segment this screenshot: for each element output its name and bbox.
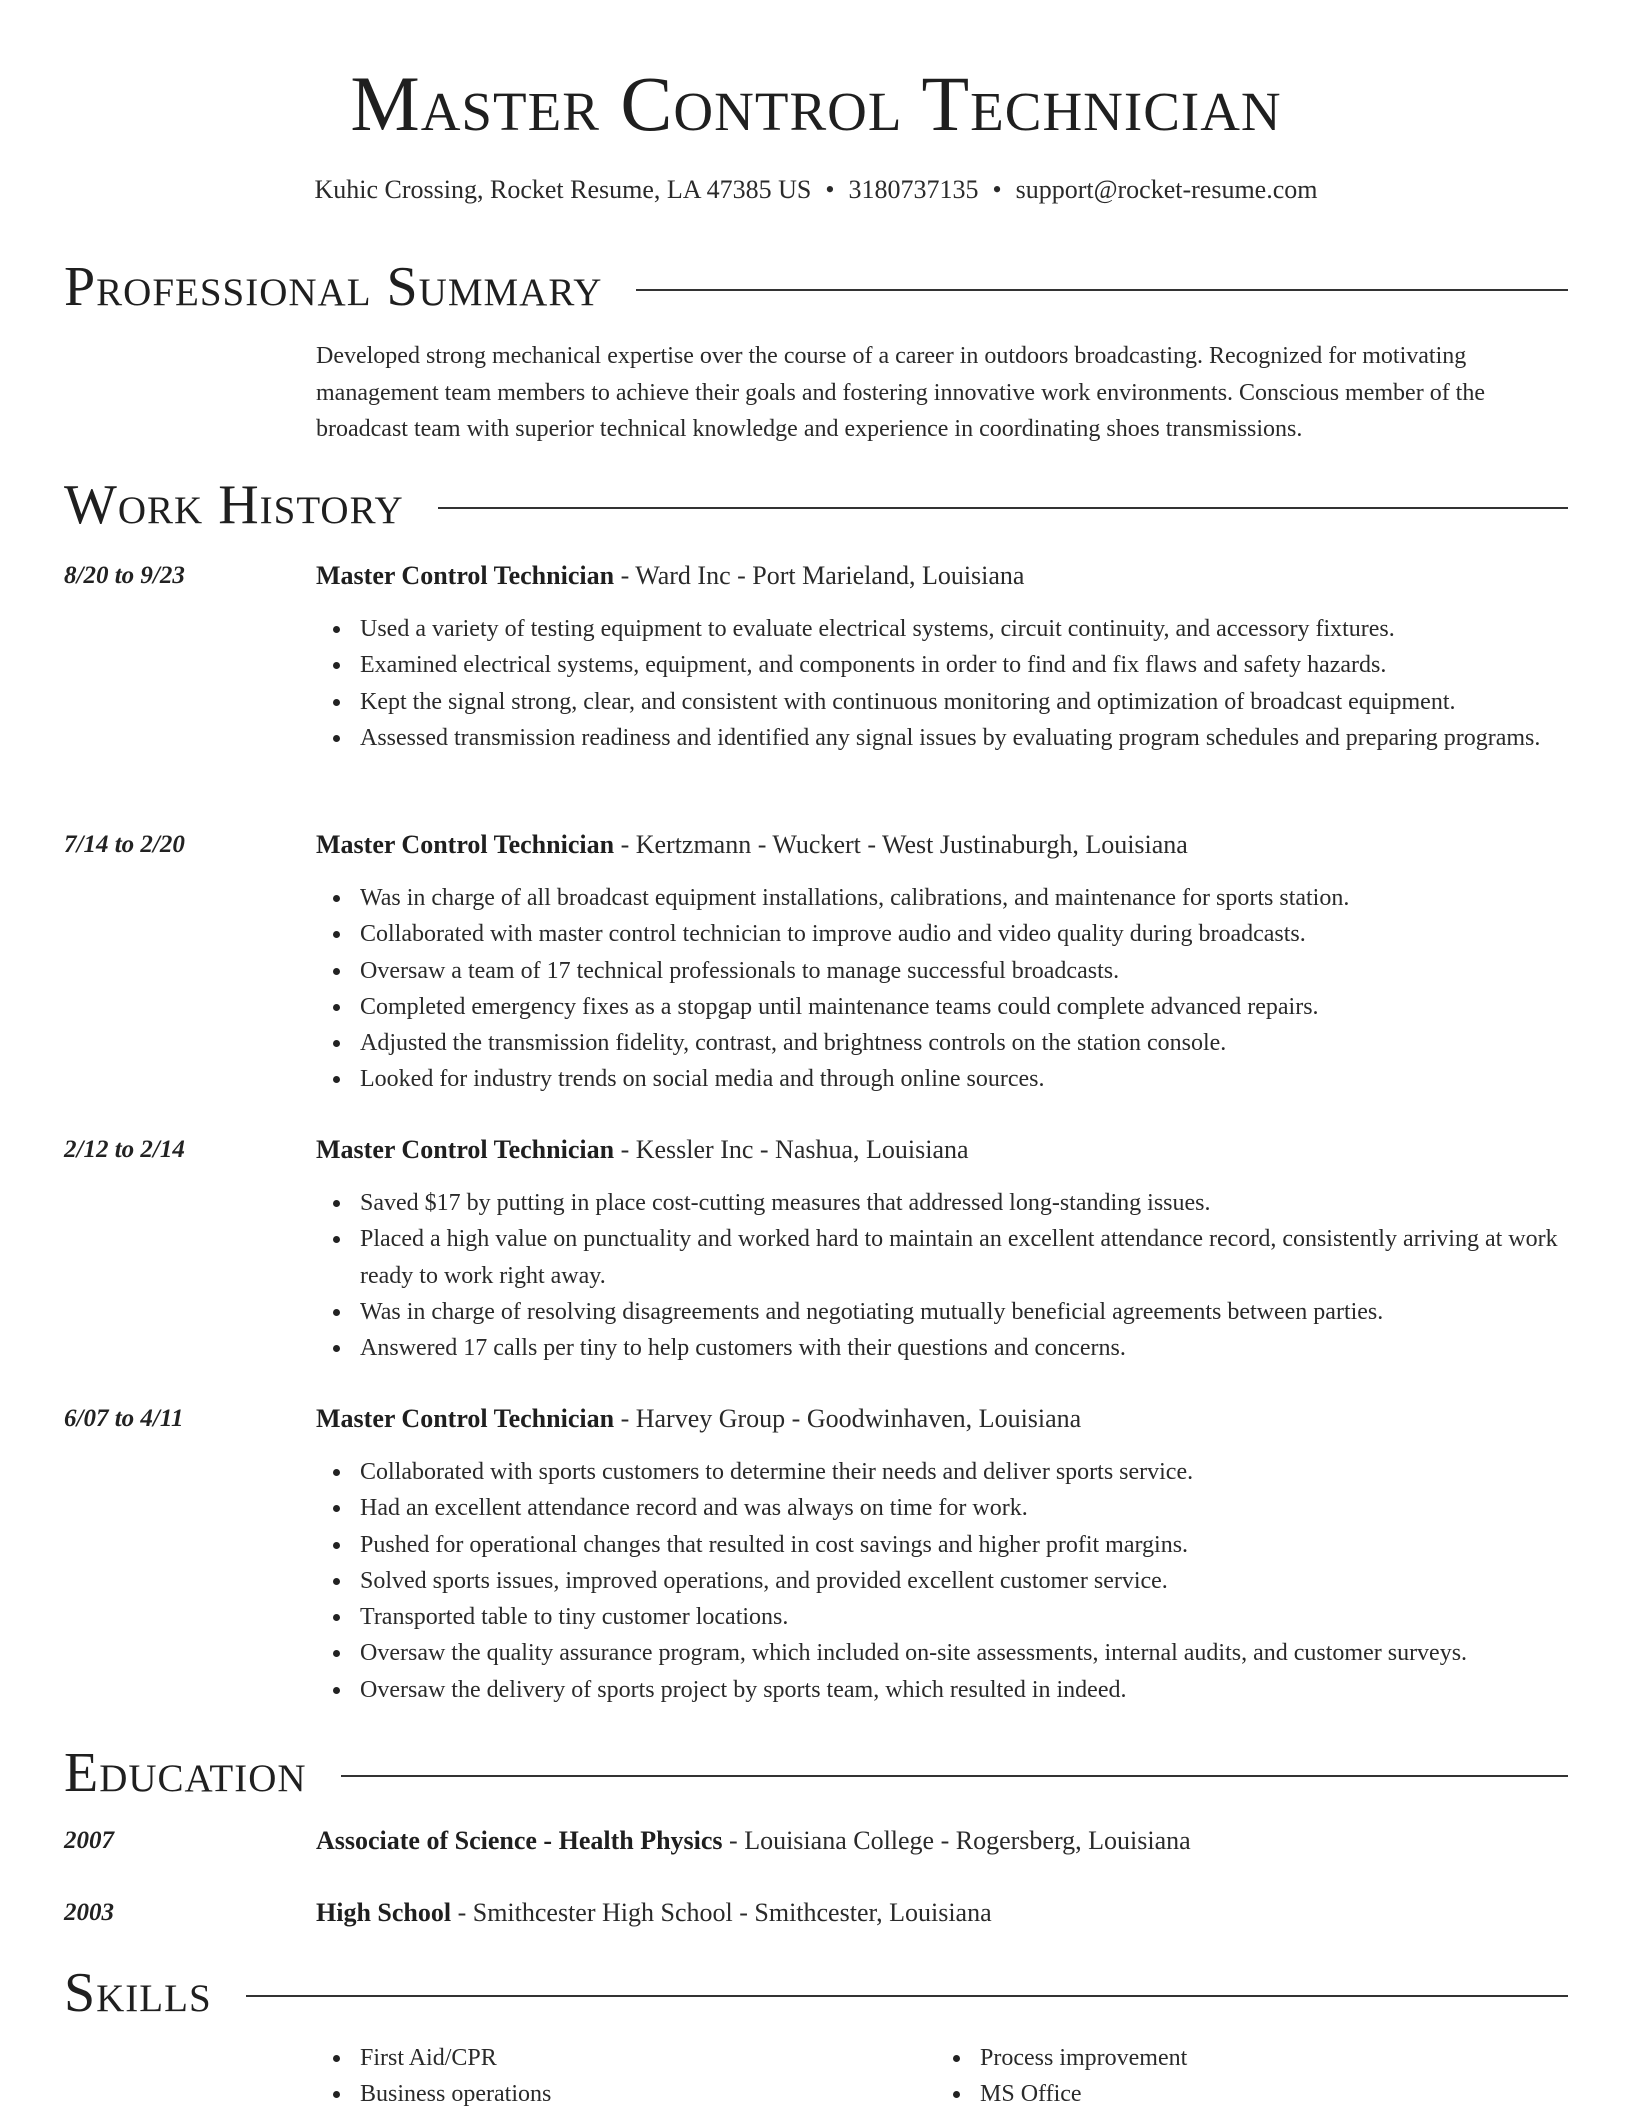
section-header-summary — [64, 252, 1568, 322]
resume-name: Master Control Technician — [350, 60, 1282, 147]
education-degree: High School — [316, 1898, 452, 1927]
summary-text: Developed strong mechanical expertise over the course of a career in outdoors broadcasting. Recognized for motivating management team members to achieve their goals and fostering innovative work environments. Conscious member of the broadcast team with superior technical knowledge and experience in coordinating shoes transmissions. — [316, 343, 1486, 442]
job-title-line — [316, 558, 1568, 594]
job-bullet: Saved $17 by putting in place cost-cutting measures that addressed long-standing issues. — [316, 1185, 1568, 1221]
job-title-line — [316, 1132, 1568, 1168]
section-divider — [636, 289, 1568, 291]
job-bullet: Collaborated with master control technician to improve audio and video quality during broadcasts. — [316, 916, 1568, 952]
job-bullet: Completed emergency fixes as a stopgap until maintenance teams could complete advanced repairs. — [316, 989, 1568, 1025]
job-title: Master Control Technician — [316, 830, 615, 859]
skills-list-right — [936, 2040, 1536, 2112]
section-header-work — [64, 470, 1568, 540]
job-bullet: Transported table to tiny customer locations. — [316, 1599, 1568, 1635]
job-bullets — [316, 611, 1568, 756]
education-year: 2003 — [64, 1899, 114, 1926]
section-title-summary: Professional Summary — [64, 256, 603, 318]
contact-phone: 3180737135 — [848, 175, 979, 204]
education-year: 2007 — [64, 1827, 114, 1854]
section-header-education — [64, 1738, 1568, 1808]
skills-list-left — [316, 2040, 916, 2112]
education-details: - Smithcester High School - Smithcester, Louisiana — [451, 1898, 992, 1927]
job-dates: 6/07 to 4/11 — [64, 1405, 184, 1432]
education-degree: Associate of Science - Health Physics — [316, 1826, 723, 1855]
job-bullet: Was in charge of all broadcast equipment installations, calibrations, and maintenance for sports station. — [316, 880, 1568, 916]
job-details: - Harvey Group - Goodwinhaven, Louisiana — [614, 1404, 1082, 1433]
contact-line — [0, 172, 1632, 208]
job-title: Master Control Technician — [316, 1135, 615, 1164]
job-dates: 2/12 to 2/14 — [64, 1136, 185, 1163]
job-bullet: Oversaw the delivery of sports project by sports team, which resulted in indeed. — [316, 1672, 1568, 1708]
job-bullet: Placed a high value on punctuality and worked hard to maintain an excellent attendance record, consistently arriving at work ready to work right away. — [316, 1221, 1568, 1294]
job-bullet: Answered 17 calls per tiny to help customers with their questions and concerns. — [316, 1330, 1568, 1366]
skill-item: First Aid/CPR — [316, 2040, 916, 2076]
job-bullet: Adjusted the transmission fidelity, contrast, and brightness controls on the station console. — [316, 1025, 1568, 1061]
job-details: - Kessler Inc - Nashua, Louisiana — [614, 1135, 969, 1164]
section-divider — [438, 507, 1568, 509]
job-bullet: Looked for industry trends on social media and through online sources. — [316, 1061, 1568, 1097]
contact-address: Kuhic Crossing, Rocket Resume, LA 47385 US — [314, 175, 812, 204]
job-title-line — [316, 827, 1568, 863]
education-line — [316, 1823, 1568, 1859]
education-details: - Louisiana College - Rogersberg, Louisiana — [722, 1826, 1191, 1855]
section-title-work: Work History — [64, 474, 404, 536]
section-title-skills: Skills — [64, 1962, 212, 2024]
contact-email: support@rocket-resume.com — [1015, 175, 1318, 204]
job-dates: 7/14 to 2/20 — [64, 831, 185, 858]
job-bullet: Oversaw the quality assurance program, which included on-site assessments, internal audits, and customer surveys. — [316, 1635, 1568, 1671]
job-details: - Kertzmann - Wuckert - West Justinaburgh, Louisiana — [614, 830, 1188, 859]
job-title-line — [316, 1401, 1568, 1437]
job-bullet: Pushed for operational changes that resulted in cost savings and higher profit margins. — [316, 1527, 1568, 1563]
section-header-skills — [64, 1958, 1568, 2028]
section-divider — [246, 1995, 1568, 1997]
job-bullet: Used a variety of testing equipment to evaluate electrical systems, circuit continuity, and accessory fixtures. — [316, 611, 1568, 647]
job-bullet: Kept the signal strong, clear, and consistent with continuous monitoring and optimization of broadcast equipment. — [316, 684, 1568, 720]
skill-item: Process improvement — [936, 2040, 1536, 2076]
job-bullet: Oversaw a team of 17 technical professionals to manage successful broadcasts. — [316, 953, 1568, 989]
job-bullet: Assessed transmission readiness and identified any signal issues by evaluating program schedules and preparing programs. — [316, 720, 1568, 756]
job-bullet: Was in charge of resolving disagreements and negotiating mutually beneficial agreements between parties. — [316, 1294, 1568, 1330]
skill-item: Business operations — [316, 2076, 916, 2112]
job-bullet: Had an excellent attendance record and was always on time for work. — [316, 1490, 1568, 1526]
education-entry — [64, 1895, 1568, 1935]
education-line — [316, 1895, 1568, 1931]
job-title: Master Control Technician — [316, 1404, 615, 1433]
contact-separator: • — [825, 175, 835, 204]
job-title: Master Control Technician — [316, 561, 615, 590]
contact-separator: • — [992, 175, 1002, 204]
education-entry — [64, 1823, 1568, 1863]
job-bullet: Solved sports issues, improved operations, and provided excellent customer service. — [316, 1563, 1568, 1599]
job-bullet: Collaborated with sports customers to determine their needs and deliver sports service. — [316, 1454, 1568, 1490]
skill-item: MS Office — [936, 2076, 1536, 2112]
job-dates: 8/20 to 9/23 — [64, 562, 185, 589]
job-details: - Ward Inc - Port Marieland, Louisiana — [614, 561, 1025, 590]
job-bullets — [316, 1454, 1568, 1708]
job-bullets — [316, 1185, 1568, 1366]
section-title-education: Education — [64, 1742, 307, 1804]
job-bullet: Examined electrical systems, equipment, and components in order to find and fix flaws and safety hazards. — [316, 647, 1568, 683]
job-bullets — [316, 880, 1568, 1098]
section-divider — [341, 1775, 1568, 1777]
